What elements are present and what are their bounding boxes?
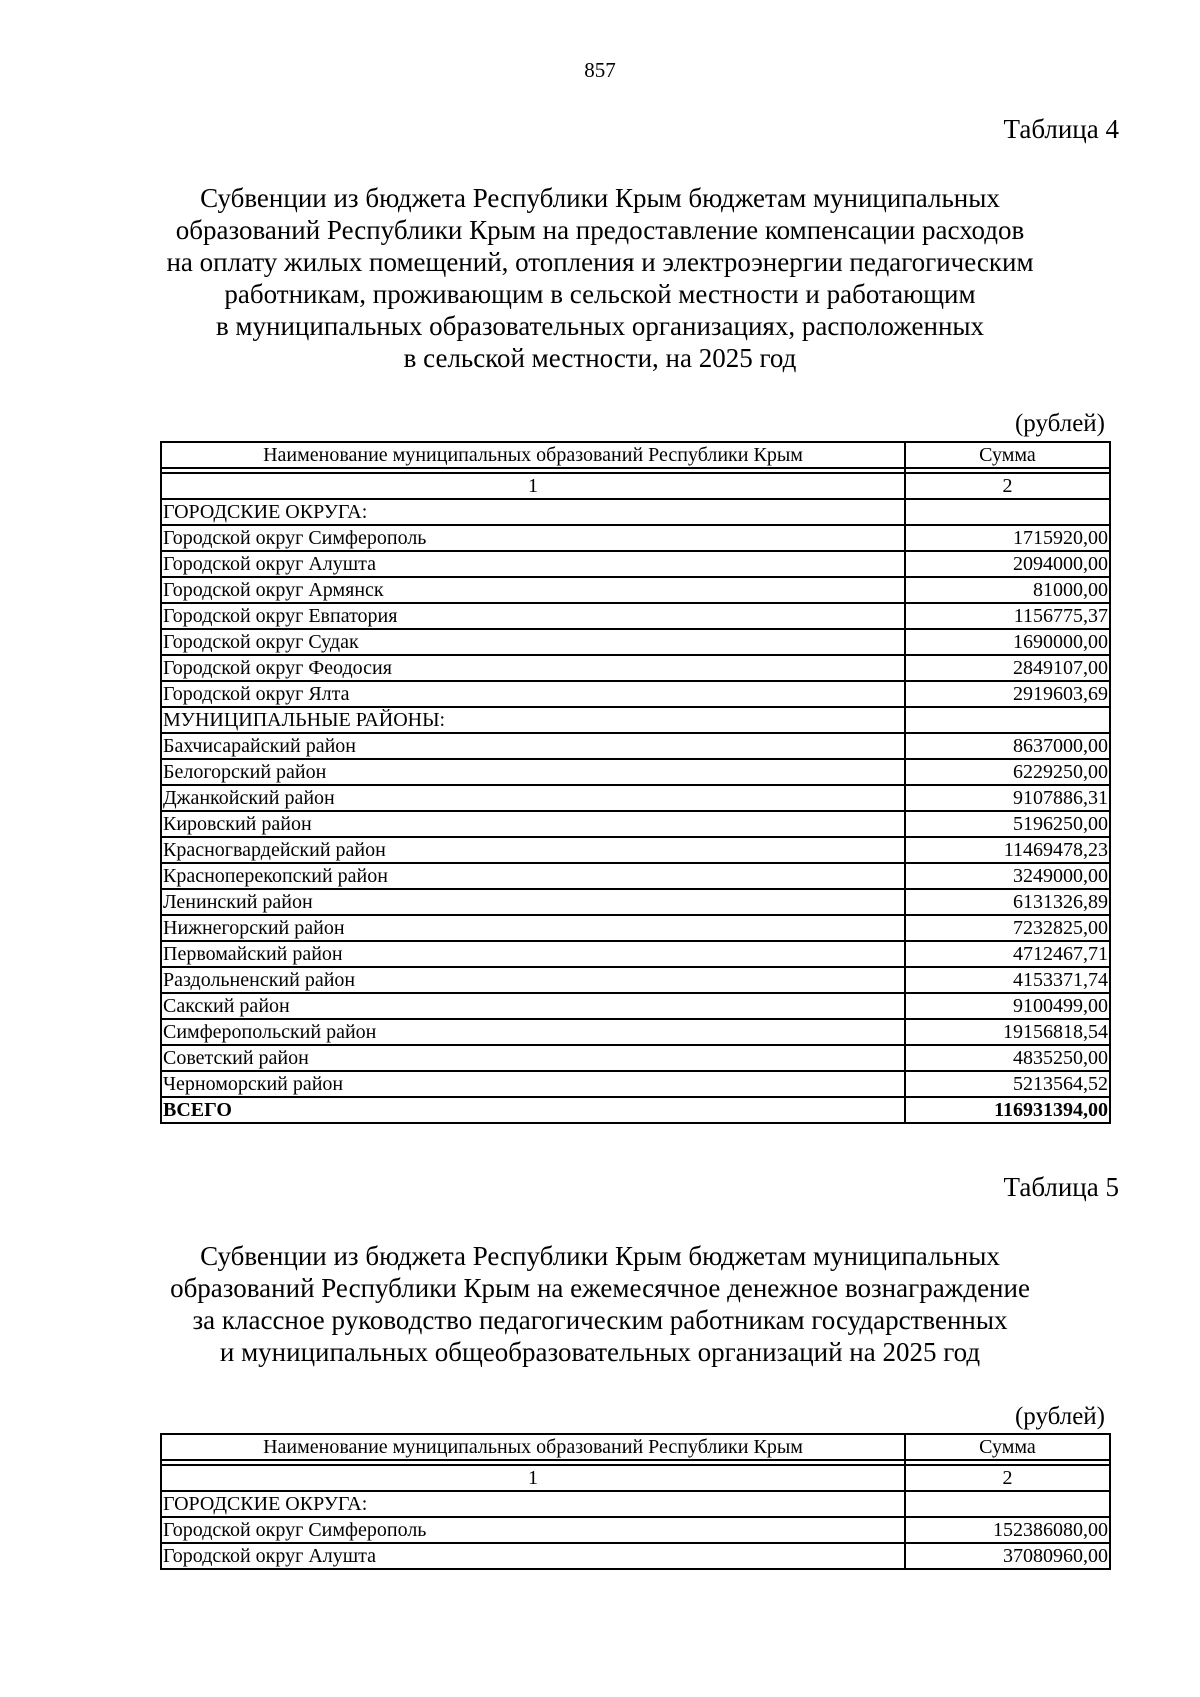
row-sum: 3249000,00 [905, 863, 1110, 889]
row-name: Городской округ Алушта [161, 1543, 905, 1569]
table-row [161, 551, 1110, 577]
row-name: Городской округ Судак [161, 629, 905, 655]
row-sum: 37080960,00 [905, 1543, 1110, 1569]
table-row [161, 681, 1110, 707]
table-row [161, 603, 1110, 629]
row-name: Городской округ Евпатория [161, 603, 905, 629]
row-name: Городской округ Симферополь [161, 525, 905, 551]
table-4-title-line: Субвенции из бюджета Республики Крым бюджетам муниципальных [200, 183, 1000, 213]
row-name: Городской округ Армянск [161, 577, 905, 603]
row-name: Городской округ Феодосия [161, 655, 905, 681]
table-5 [160, 1433, 1111, 1570]
total-row [161, 1097, 1110, 1123]
total-label: ВСЕГО [161, 1097, 905, 1123]
row-sum: 152386080,00 [905, 1517, 1110, 1543]
table-row [161, 967, 1110, 993]
row-sum: 8637000,00 [905, 733, 1110, 759]
column-header-name: Наименование муниципальных образований Республики Крым [161, 442, 905, 468]
row-name: Красноперекопский район [161, 863, 905, 889]
table-5-title-line: образований Республики Крым на ежемесячное денежное вознаграждение [170, 1273, 1030, 1303]
row-name: Нижнегорский район [161, 915, 905, 941]
table-5-title [120, 1240, 1080, 1368]
row-sum: 1156775,37 [905, 603, 1110, 629]
row-name: Симферопольский район [161, 1019, 905, 1045]
table-row [161, 941, 1110, 967]
column-header-name: Наименование муниципальных образований Республики Крым [161, 1434, 905, 1460]
section-header-row [161, 707, 1110, 733]
row-sum: 4153371,74 [905, 967, 1110, 993]
row-name: Ленинский район [161, 889, 905, 915]
row-name: Сакский район [161, 993, 905, 1019]
row-sum: 7232825,00 [905, 915, 1110, 941]
table-row [161, 1517, 1110, 1543]
table-row [161, 759, 1110, 785]
table-4-title-line: в муниципальных образовательных организациях, расположенных [215, 311, 985, 341]
table-5-title-line: Субвенции из бюджета Республики Крым бюджетам муниципальных [200, 1241, 1000, 1271]
row-name: Черноморский район [161, 1071, 905, 1097]
table-row [161, 889, 1110, 915]
row-sum: 2919603,69 [905, 681, 1110, 707]
row-name: Городской округ Ялта [161, 681, 905, 707]
table-5-title-line: и муниципальных общеобразовательных организаций на 2025 год [219, 1337, 981, 1367]
table-row [161, 863, 1110, 889]
row-sum: 6229250,00 [905, 759, 1110, 785]
table-4-units: (рублей) [1014, 410, 1105, 437]
table-row [161, 915, 1110, 941]
row-name: Джанкойский район [161, 785, 905, 811]
table-5-title-line: за классное руководство педагогическим работникам государственных [192, 1305, 1008, 1335]
table-4-column-numbers [161, 473, 1110, 499]
table-5-label: Таблица 5 [1003, 1172, 1119, 1202]
row-name: Раздольненский район [161, 967, 905, 993]
row-name: Кировский район [161, 811, 905, 837]
table-4-title [120, 182, 1080, 374]
section-title: ГОРОДСКИЕ ОКРУГА: [161, 1491, 905, 1517]
table-row [161, 733, 1110, 759]
column-number-1: 1 [161, 473, 905, 499]
total-sum: 116931394,00 [905, 1097, 1110, 1123]
row-sum: 2849107,00 [905, 655, 1110, 681]
table-row [161, 1071, 1110, 1097]
row-name: Белогорский район [161, 759, 905, 785]
table-4-title-line: работникам, проживающим в сельской местности и работающим [224, 279, 976, 309]
column-header-sum: Сумма [905, 1434, 1110, 1460]
column-number-1: 1 [161, 1465, 905, 1491]
table-row [161, 1019, 1110, 1045]
row-sum: 4712467,71 [905, 941, 1110, 967]
column-number-2: 2 [905, 473, 1110, 499]
row-name: Городской округ Симферополь [161, 1517, 905, 1543]
table-4-title-line: на оплату жилых помещений, отопления и электроэнергии педагогическим [166, 247, 1034, 277]
table-4 [160, 441, 1111, 1124]
row-sum: 9100499,00 [905, 993, 1110, 1019]
row-sum: 5213564,52 [905, 1071, 1110, 1097]
table-row [161, 811, 1110, 837]
row-sum: 11469478,23 [905, 837, 1110, 863]
table-row [161, 993, 1110, 1019]
row-sum: 5196250,00 [905, 811, 1110, 837]
column-header-sum: Сумма [905, 442, 1110, 468]
column-number-2: 2 [905, 1465, 1110, 1491]
table-row [161, 1045, 1110, 1071]
row-name: Первомайский район [161, 941, 905, 967]
table-row [161, 837, 1110, 863]
row-name: Советский район [161, 1045, 905, 1071]
table-5-column-numbers [161, 1465, 1110, 1491]
table-4-label: Таблица 4 [1003, 114, 1119, 144]
section-title: ГОРОДСКИЕ ОКРУГА: [161, 499, 905, 525]
table-row [161, 1543, 1110, 1569]
table-4-header-row [161, 442, 1110, 468]
row-sum: 6131326,89 [905, 889, 1110, 915]
section-header-row [161, 1491, 1110, 1517]
table-row [161, 629, 1110, 655]
table-5-units: (рублей) [1014, 1403, 1105, 1430]
table-row [161, 577, 1110, 603]
table-4-title-line: в сельской местности, на 2025 год [403, 343, 797, 373]
row-sum: 2094000,00 [905, 551, 1110, 577]
row-name: Городской округ Алушта [161, 551, 905, 577]
table-row [161, 525, 1110, 551]
section-title: МУНИЦИПАЛЬНЫЕ РАЙОНЫ: [161, 707, 905, 733]
row-name: Красногвардейский район [161, 837, 905, 863]
row-sum: 9107886,31 [905, 785, 1110, 811]
section-header-row [161, 499, 1110, 525]
row-sum: 1690000,00 [905, 629, 1110, 655]
table-row [161, 785, 1110, 811]
row-sum: 81000,00 [905, 577, 1110, 603]
row-sum: 19156818,54 [905, 1019, 1110, 1045]
row-sum: 1715920,00 [905, 525, 1110, 551]
row-name: Бахчисарайский район [161, 733, 905, 759]
table-5-header-row [161, 1434, 1110, 1460]
row-sum: 4835250,00 [905, 1045, 1110, 1071]
page-number: 857 [584, 58, 616, 82]
table-4-title-line: образований Республики Крым на предоставление компенсации расходов [175, 215, 1025, 245]
table-row [161, 655, 1110, 681]
